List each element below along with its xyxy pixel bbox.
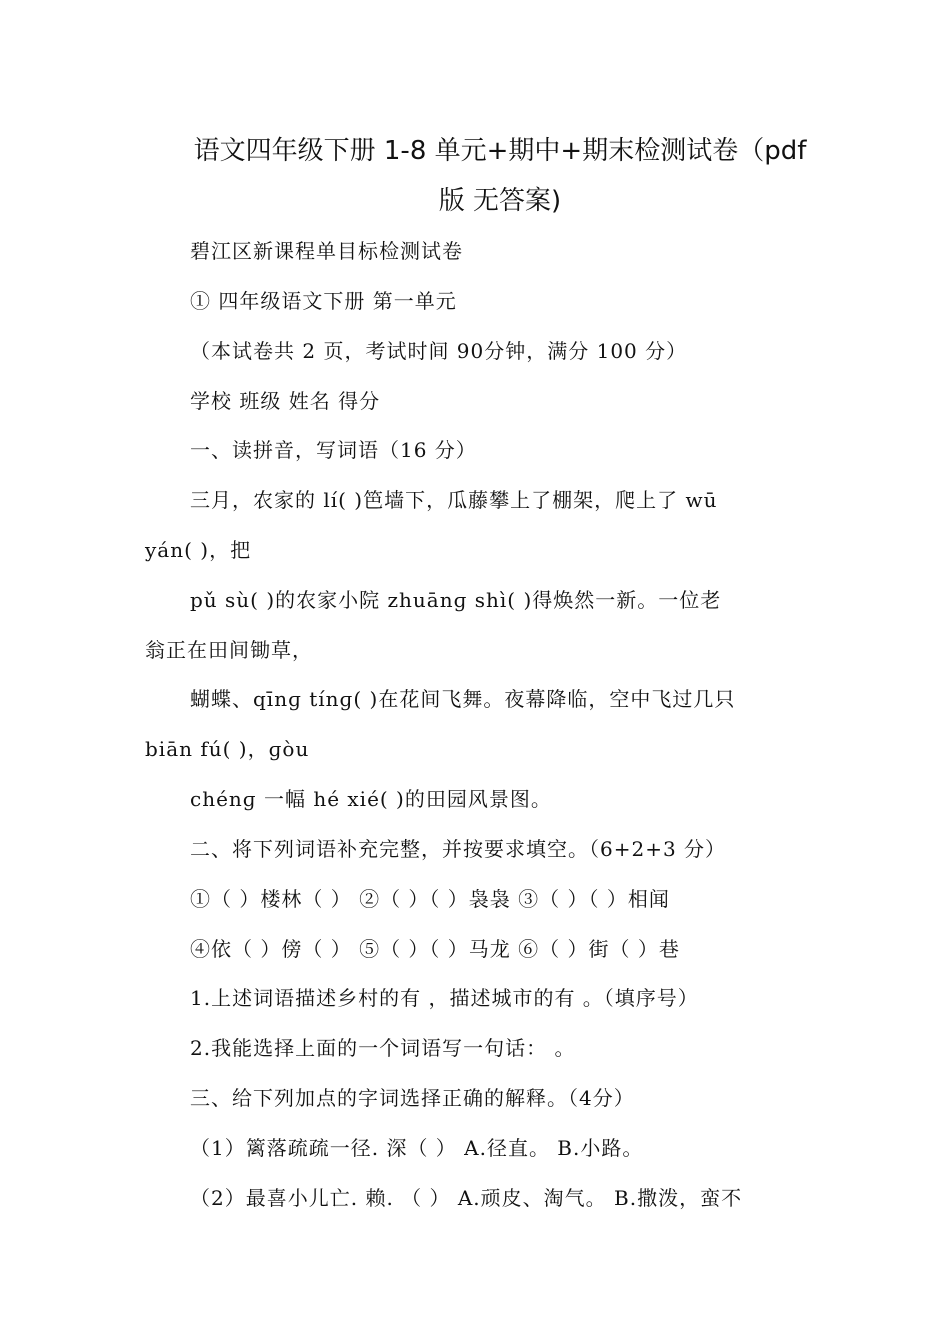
fill-blank-row: ④依（ ）傍（ ） ⑤（ ）（ ）马龙 ⑥（ ）街（ ）巷: [190, 937, 680, 961]
school-heading: 碧江区新课程单目标检测试卷: [190, 239, 463, 263]
paragraph-line: 蝴蝶、qīnɡ tínɡ( )在花间飞舞。夜幕降临，空中飞过几只: [190, 687, 736, 711]
paragraph-line: 三月，农家的 lí( )笆墙下，瓜藤攀上了棚架，爬上了 wū: [190, 488, 718, 512]
paragraph-line: 翁正在田间锄草，: [145, 638, 313, 662]
question-line: （2）最喜小儿亡. 赖. （ ） A.顽皮、淘气。 B.撒泼，蛮不: [190, 1186, 743, 1210]
exam-info: （本试卷共 2 页，考试时间 90分钟，满分 100 分）: [190, 339, 688, 363]
question-line: 2.我能选择上面的一个词语写一句话： 。: [190, 1036, 576, 1060]
document-title-line2: 版 无答案): [438, 186, 562, 216]
student-info-fields: 学校 班级 姓名 得分: [190, 389, 381, 413]
paragraph-line: biān fú( )，ɡòu: [145, 737, 310, 761]
paragraph-line: yán( )，把: [145, 538, 252, 562]
section-1-heading: 一、读拼音，写词语（16 分）: [190, 438, 477, 462]
section-2-heading: 二、将下列词语补充完整，并按要求填空。（6+2+3 分）: [190, 837, 727, 861]
section-3-heading: 三、给下列加点的字词选择正确的解释。（4分）: [190, 1086, 635, 1110]
question-line: （1）篱落疏疏一径. 深（ ） A.径直。 B.小路。: [190, 1136, 644, 1160]
document-title-line1: 语文四年级下册 1-8 单元+期中+期末检测试卷（pdf: [193, 136, 807, 166]
fill-blank-row: ①（ ）楼林（ ） ②（ ）（ ）袅袅 ③（ ）（ ）相闻: [190, 887, 670, 911]
paragraph-line: chénɡ 一幅 hé xié( )的田园风景图。: [190, 787, 552, 811]
unit-heading: ① 四年级语文下册 第一单元: [190, 289, 457, 313]
paragraph-line: pǔ sù( )的农家小院 zhuānɡ shì( )得焕然一新。一位老: [190, 588, 722, 612]
question-line: 1.上述词语描述乡村的有 ，描述城市的有 。（填序号）: [190, 986, 699, 1010]
